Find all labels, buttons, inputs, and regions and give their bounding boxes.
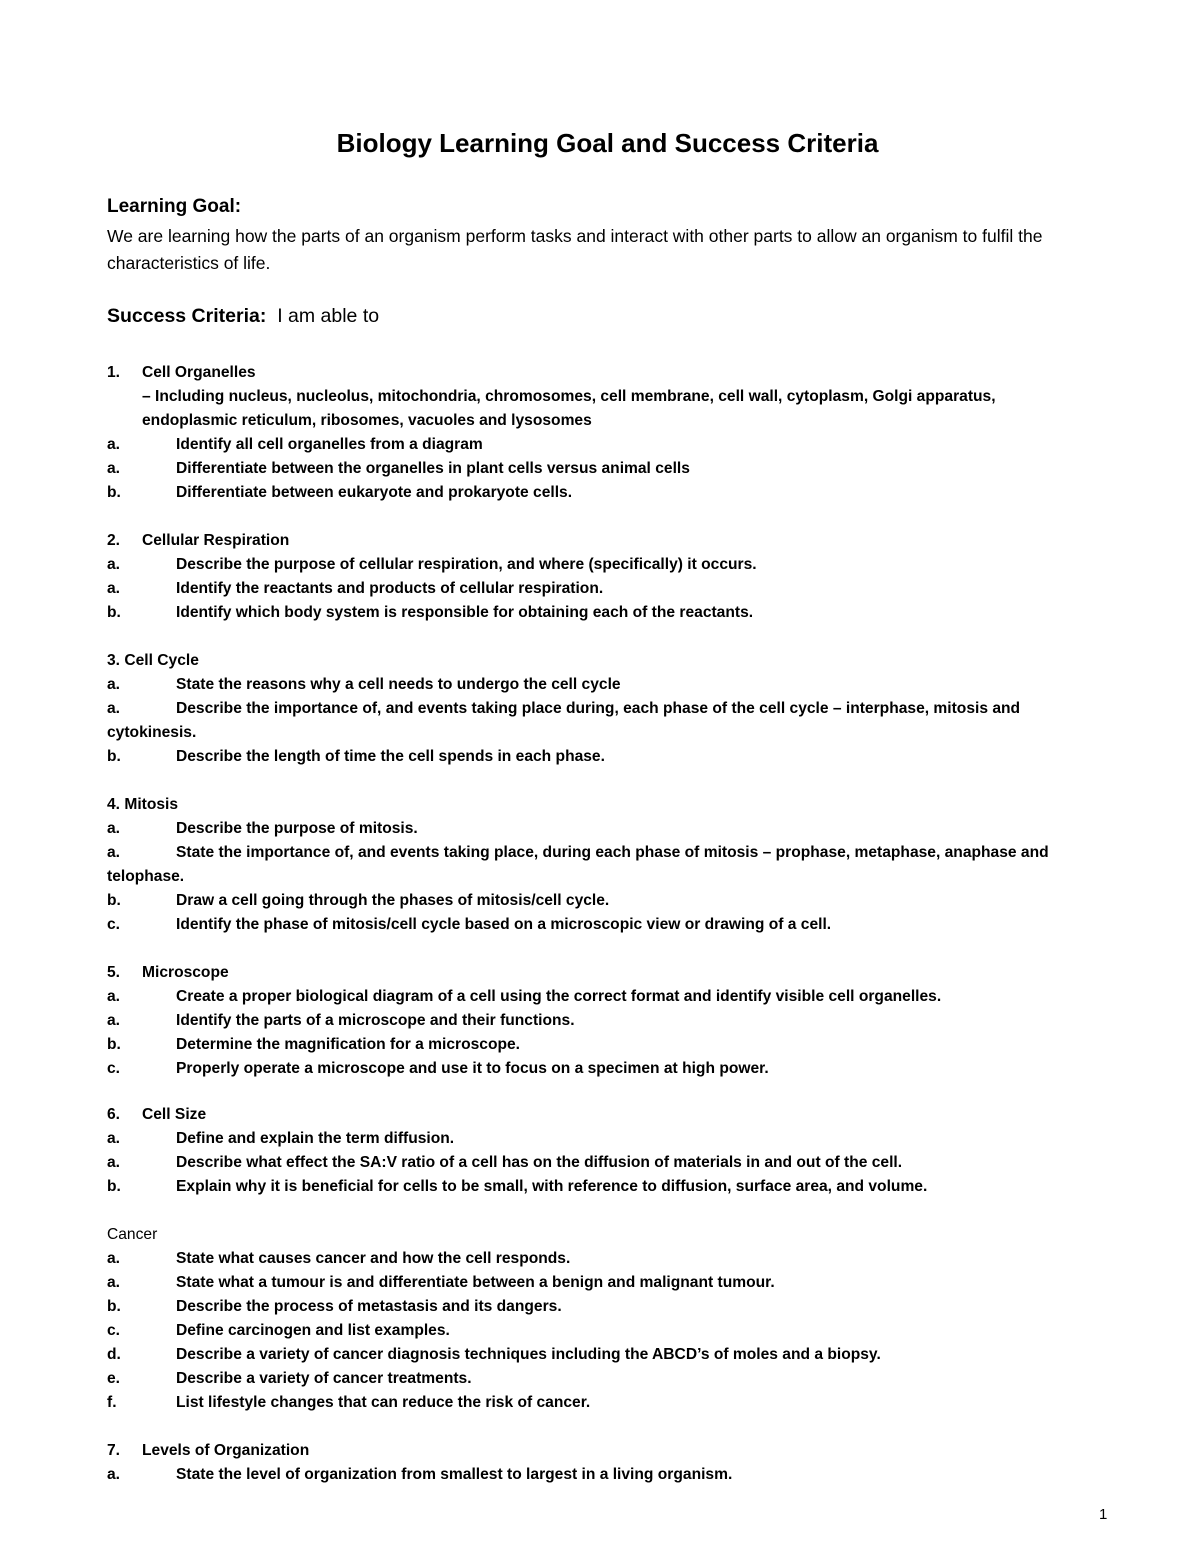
section-detail: – Including nucleus, nucleolus, mitochondria, chromosomes, cell membrane, cell wall, cytoplasm, Golgi apparatus, — [142, 388, 996, 405]
criterion-text: Describe the importance of, and events taking place during, each phase of the cell cycle – interphase, mitosis and — [176, 700, 1021, 717]
section-marker: 7. — [107, 1442, 121, 1459]
criterion-text: Describe what effect the SA:V ratio of a cell has on the diffusion of materials in and out of the cell. — [176, 1154, 903, 1171]
criterion-text: Identify which body system is responsible for obtaining each of the reactants. — [176, 604, 754, 621]
section-marker: 1. — [107, 364, 121, 381]
criterion-text: Draw a cell going through the phases of mitosis/cell cycle. — [176, 892, 610, 909]
criterion-text: Describe the length of time the cell spends in each phase. — [176, 748, 605, 765]
learning-goal-heading: Learning Goal: — [107, 196, 242, 217]
criterion-text: List lifestyle changes that can reduce the risk of cancer. — [176, 1394, 591, 1411]
criterion-text: Describe a variety of cancer treatments. — [176, 1370, 472, 1387]
section-title-text: Cellular Respiration — [142, 532, 290, 549]
section-title: 4. Mitosis — [107, 796, 179, 813]
criterion-marker: a. — [107, 676, 121, 693]
criterion-text: Identify the parts of a microscope and their functions. — [176, 1012, 575, 1029]
criterion-item — [107, 1343, 881, 1367]
criterion-text: Identify the reactants and products of cellular respiration. — [176, 580, 604, 597]
criterion-marker: c. — [107, 1060, 121, 1077]
criterion-text: State what a tumour is and differentiate between a benign and malignant tumour. — [176, 1274, 775, 1291]
criterion-text: Differentiate between eukaryote and prokaryote cells. — [176, 484, 573, 501]
criterion-text: Create a proper biological diagram of a cell using the correct format and identify visible cell organelles. — [176, 988, 942, 1005]
criterion-text: Describe the purpose of cellular respiration, and where (specifically) it occurs. — [176, 556, 757, 573]
criterion-text: Describe the process of metastasis and its dangers. — [176, 1298, 562, 1315]
criterion-marker: a. — [107, 820, 121, 837]
criterion-item — [107, 1033, 520, 1057]
criterion-marker: d. — [107, 1346, 121, 1363]
criterion-item — [107, 1463, 732, 1487]
section-title — [107, 361, 256, 385]
criterion-marker: a. — [107, 1130, 121, 1147]
criterion-item — [107, 433, 483, 457]
criterion-item — [107, 1271, 775, 1295]
criterion-item — [107, 1391, 590, 1415]
success-criteria-heading — [107, 305, 379, 328]
learning-goal-text: We are learning how the parts of an organism perform tasks and interact with other parts to allow an organism to fulfil the characteristics of life. — [107, 226, 1043, 273]
criterion-item — [107, 577, 603, 601]
section-title: Cancer — [107, 1226, 158, 1243]
criterion-item — [107, 841, 1049, 865]
criterion-marker: a. — [107, 1250, 121, 1267]
document-title: Biology Learning Goal and Success Criteria — [336, 128, 879, 158]
criterion-item — [107, 457, 690, 481]
criterion-marker: a. — [107, 556, 121, 573]
criterion-marker: a. — [107, 1154, 121, 1171]
criterion-item — [107, 673, 621, 697]
criterion-marker: a. — [107, 1274, 121, 1291]
criterion-text: Explain why it is beneficial for cells to be small, with reference to diffusion, surface area, and volume. — [176, 1178, 928, 1195]
criterion-item — [107, 745, 605, 769]
criterion-text: Properly operate a microscope and use it to focus on a specimen at high power. — [176, 1060, 769, 1077]
criterion-text: State the importance of, and events taking place, during each phase of mitosis – prophase, metaphase, anaphase and — [176, 844, 1049, 861]
criterion-marker: b. — [107, 484, 121, 501]
criterion-marker: a. — [107, 1012, 121, 1029]
criterion-item — [107, 1057, 769, 1081]
criterion-text: Identify all cell organelles from a diagram — [176, 436, 483, 453]
criterion-marker: b. — [107, 1036, 121, 1053]
criterion-marker: b. — [107, 604, 121, 621]
criterion-text: Describe a variety of cancer diagnosis techniques including the ABCD’s of moles and a biopsy. — [176, 1346, 881, 1363]
section-title: 3. Cell Cycle — [107, 652, 199, 669]
criterion-text: Define carcinogen and list examples. — [176, 1322, 450, 1339]
criterion-marker: c. — [107, 916, 121, 933]
section-marker: 5. — [107, 964, 121, 981]
criterion-marker: c. — [107, 1322, 121, 1339]
criterion-item — [107, 601, 753, 625]
criterion-marker: b. — [107, 1178, 121, 1195]
criterion-item — [107, 697, 1020, 721]
section-title — [107, 961, 229, 985]
section-title — [107, 1103, 206, 1127]
criterion-continuation: telophase. — [107, 868, 185, 885]
section-marker: 6. — [107, 1106, 121, 1123]
criterion-marker: b. — [107, 748, 121, 765]
criterion-marker: a. — [107, 988, 121, 1005]
criterion-item — [107, 1295, 562, 1319]
criterion-marker: a. — [107, 1466, 121, 1483]
criterion-marker: b. — [107, 892, 121, 909]
success-criteria-subheading: I am able to — [277, 305, 380, 327]
criterion-item — [107, 1009, 575, 1033]
section-title-text: Microscope — [142, 964, 229, 981]
criterion-continuation: cytokinesis. — [107, 724, 197, 741]
criterion-item — [107, 481, 572, 505]
criterion-item — [107, 1127, 454, 1151]
criterion-item — [107, 553, 757, 577]
criterion-item — [107, 1175, 927, 1199]
section-title — [107, 529, 289, 553]
criterion-item — [107, 1367, 472, 1391]
criterion-text: Define and explain the term diffusion. — [176, 1130, 455, 1147]
criterion-text: Determine the magnification for a microscope. — [176, 1036, 521, 1053]
section-title-text: Cell Size — [142, 1106, 207, 1123]
criterion-marker: a. — [107, 460, 121, 477]
criterion-item — [107, 817, 418, 841]
criterion-marker: e. — [107, 1370, 121, 1387]
section-title-text: Cell Organelles — [142, 364, 256, 381]
criterion-text: State what causes cancer and how the cell responds. — [176, 1250, 571, 1267]
section-title-text: Levels of Organization — [142, 1442, 310, 1459]
criterion-marker: a. — [107, 844, 121, 861]
section-title — [107, 1439, 309, 1463]
criterion-text: Identify the phase of mitosis/cell cycle based on a microscopic view or drawing of a cell. — [176, 916, 832, 933]
criterion-marker: b. — [107, 1298, 121, 1315]
criterion-item — [107, 913, 831, 937]
criterion-item — [107, 1247, 570, 1271]
criterion-marker: a. — [107, 436, 121, 453]
criterion-item — [107, 1151, 902, 1175]
criterion-item — [107, 889, 609, 913]
criterion-text: Describe the purpose of mitosis. — [176, 820, 418, 837]
criterion-text: State the reasons why a cell needs to undergo the cell cycle — [176, 676, 621, 693]
section-marker: 2. — [107, 532, 121, 549]
section-detail: endoplasmic reticulum, ribosomes, vacuoles and lysosomes — [142, 412, 592, 429]
criterion-marker: f. — [107, 1394, 117, 1411]
criterion-item — [107, 985, 941, 1009]
success-criteria-label: Success Criteria: — [107, 305, 267, 327]
criterion-marker: a. — [107, 700, 121, 717]
criterion-text: State the level of organization from smallest to largest in a living organism. — [176, 1466, 733, 1483]
criterion-text: Differentiate between the organelles in plant cells versus animal cells — [176, 460, 690, 477]
criterion-item — [107, 1319, 450, 1343]
page-number: 1 — [1099, 1506, 1108, 1523]
criterion-marker: a. — [107, 580, 121, 597]
